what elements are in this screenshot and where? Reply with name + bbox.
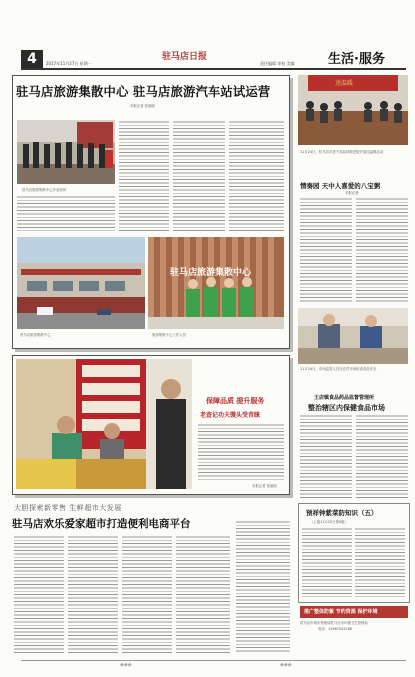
dateline: 2017年11月27日 星期一 [46, 61, 92, 66]
staff-photo [148, 237, 284, 329]
page-number: 4 [21, 50, 43, 68]
building-sign-text: 驻马店旅游集散中心 [170, 268, 252, 278]
knowledge-text-col1 [302, 527, 352, 597]
top-story-text-col4 [229, 120, 284, 231]
porridge-byline: 本报记者 [345, 191, 359, 195]
inspection-text-col2 [356, 414, 408, 500]
knowledge-text-col2 [355, 527, 405, 597]
inspection-caption: 11月24日，市场监管人员在农贸市场检查食品安全 [300, 367, 377, 371]
photo2-caption: 驻马店旅游集散中心 [20, 333, 51, 337]
bun-headline1: 保障品质 提升服务 [206, 396, 265, 405]
bun-headline2: 老查记功夫馒头受青睐 [200, 412, 261, 419]
porridge-text-col2 [356, 197, 408, 303]
header-rule [21, 68, 406, 70]
top-story-text-col1 [17, 195, 115, 231]
market-inspection-photo [298, 308, 408, 364]
porridge-text-col1 [300, 197, 352, 303]
meeting-banner-text: 送温暖 [335, 80, 354, 87]
meeting-photo-caption: 11月24日，驻马店市老干部局到敬老院开展送温暖活动 [300, 150, 384, 154]
staff-scene [148, 237, 284, 329]
section-title: 生活·服务 [328, 52, 385, 67]
editor-credits: 责任编辑 审校 美编 [260, 61, 295, 66]
ceremony-scene [17, 120, 115, 184]
footer-ornament-left: ◆◆◆ [120, 662, 132, 668]
center-building-photo [17, 237, 145, 329]
top-story-byline: 本报记者 张丽丽 [130, 104, 155, 108]
knowledge-byline: （上接11月20日第4版） [310, 520, 348, 524]
building-scene [17, 237, 145, 329]
photo3-caption: 旅游集散中心工作人员 [152, 333, 186, 337]
ad-phone: 电话：15967541286 [318, 627, 352, 631]
photo1-caption: 驻马店旅游集散中心开业现场 [22, 188, 67, 192]
top-story-text-col3 [173, 120, 225, 231]
opening-ceremony-photo [17, 120, 115, 184]
bun-byline: 本报记者 张丽丽 [252, 484, 277, 488]
supermarket-text-col2 [68, 535, 118, 653]
supermarket-text-col5 [236, 520, 290, 653]
bun-shop-scene [16, 359, 192, 489]
knowledge-headline: 预祥钟紫菜防知识（五） [306, 509, 378, 517]
inspection-scene [298, 308, 408, 364]
footer-rule [21, 660, 406, 661]
ad-sponsor: 驻马店市城市管理局驻马店市环境卫生管理局 [300, 621, 368, 625]
top-story-text-col2 [119, 120, 169, 231]
ad-slogan: 推广整体防紫 节约资源 保护环境 [304, 609, 378, 615]
header-ornament [0, 0, 415, 45]
supermarket-text-col1 [14, 535, 64, 653]
top-story-headline: 驻马店旅游集散中心 驻马店旅游汽车站试运营 [16, 84, 271, 99]
supermarket-text-col3 [122, 535, 172, 653]
inspection-text-col1 [300, 414, 352, 500]
inspection-headline: 整治辖区内保健食品市场 [308, 403, 385, 412]
supermarket-kicker: 大胆探索新零售 生鲜超市大发展 [14, 504, 122, 512]
porridge-headline: 情奏园 天中人喜爱的八宝粥 [300, 182, 381, 190]
inspection-headline-small: 王店镇食品药品监督管理所 [314, 395, 375, 401]
bun-text [198, 423, 284, 481]
supermarket-text-col4 [176, 535, 230, 653]
bun-shop-photo [16, 359, 192, 489]
supermarket-headline: 驻马店欢乐爱家超市打造便利电商平台 [12, 518, 191, 530]
masthead-logo: 驻马店日报 [162, 52, 208, 62]
footer-ornament-right: ◆◆◆ [280, 662, 292, 668]
